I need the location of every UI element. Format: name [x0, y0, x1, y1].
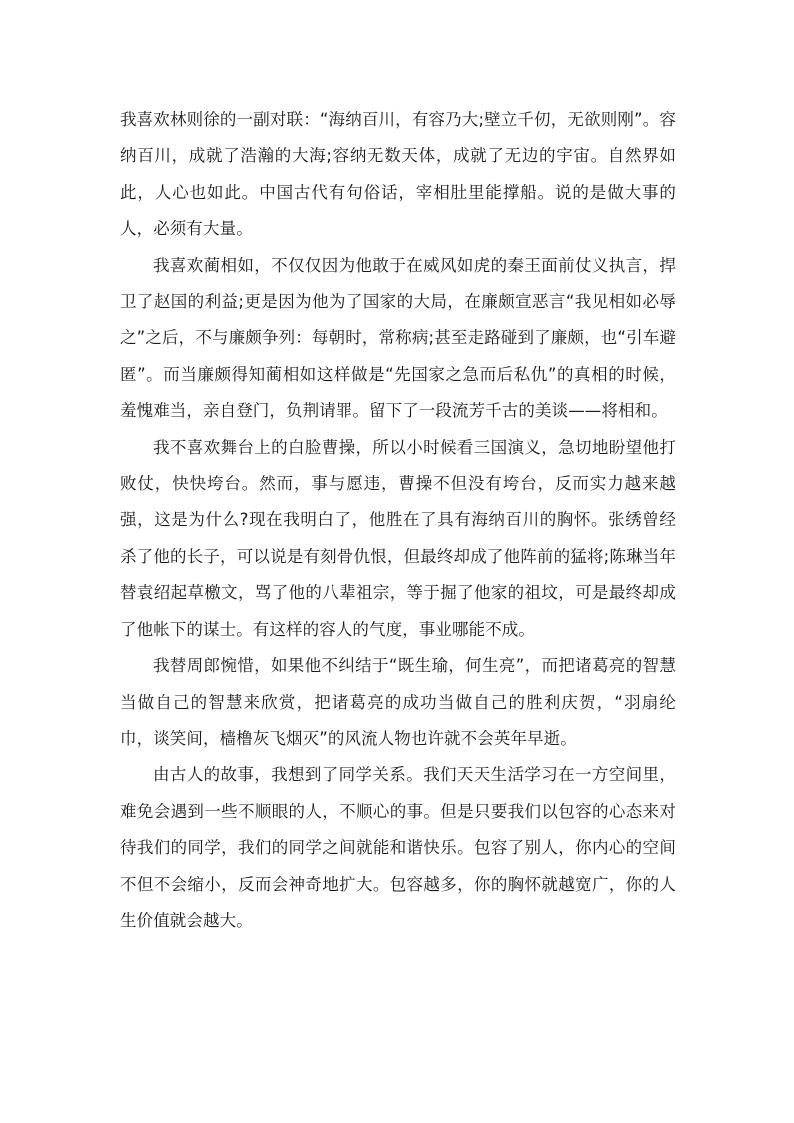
paragraph: 我替周郎惋惜，如果他不纠结于“既生瑜，何生亮”，而把诸葛亮的智慧当做自己的智慧来欣赏，把诸葛亮的成功当做自己的胜利庆贺，“羽扇纶巾，谈笑间，樯橹灰飞烟灭”的风流人物也许就不会英年早逝。 [120, 656, 676, 748]
paragraph: 我喜欢蔺相如，不仅仅因为他敢于在威风如虎的秦王面前仗义执言，捍卫了赵国的利益;更是因为他为了国家的大局，在廉颇宣恶言“我见相如必辱之”之后，不与廉颇争列：每朝时，常称病;甚至走路碰到了廉颇，也“引车避匿”。而当廉颇得知蔺相如这样做是“先国家之急而后私仇”的真相的时候，羞愧难当，亲自登门，负荆请罪。留下了一段流芳千古的美谈——将相和。 [120, 255, 676, 421]
paragraph: 我喜欢林则徐的一副对联：“海纳百川，有容乃大;壁立千仞，无欲则刚”。容纳百川，成就了浩瀚的大海;容纳无数天体，成就了无边的宇宙。自然界如此，人心也如此。中国古代有句俗话，宰相肚里能撑船。说的是做大事的人，必须有大量。 [120, 110, 676, 239]
paragraph: 由古人的故事，我想到了同学关系。我们天天生活学习在一方空间里，难免会遇到一些不顺眼的人，不顺心的事。但是只要我们以包容的心态来对待我们的同学，我们的同学之间就能和谐快乐。包容了别人，你内心的空间不但不会缩小，反而会神奇地扩大。包容越多，你的胸怀就越宽广，你的人生价值就会越大。 [120, 765, 676, 930]
document-body [120, 102, 676, 939]
paragraph: 我不喜欢舞台上的白脸曹操，所以小时候看三国演义，急切地盼望他打败仗，快快垮台。然而，事与愿违，曹操不但没有垮台，反而实力越来越强，这是为什么?现在我明白了，他胜在了具有海纳百川的胸怀。张绣曾经杀了他的长子，可以说是有刻骨仇恨，但最终却成了他阵前的猛将;陈琳当年替袁绍起草檄文，骂了他的八辈祖宗，等于掘了他家的祖坟，可是最终却成了他帐下的谋士。有这样的容人的气度，事业哪能不成。 [120, 437, 676, 639]
